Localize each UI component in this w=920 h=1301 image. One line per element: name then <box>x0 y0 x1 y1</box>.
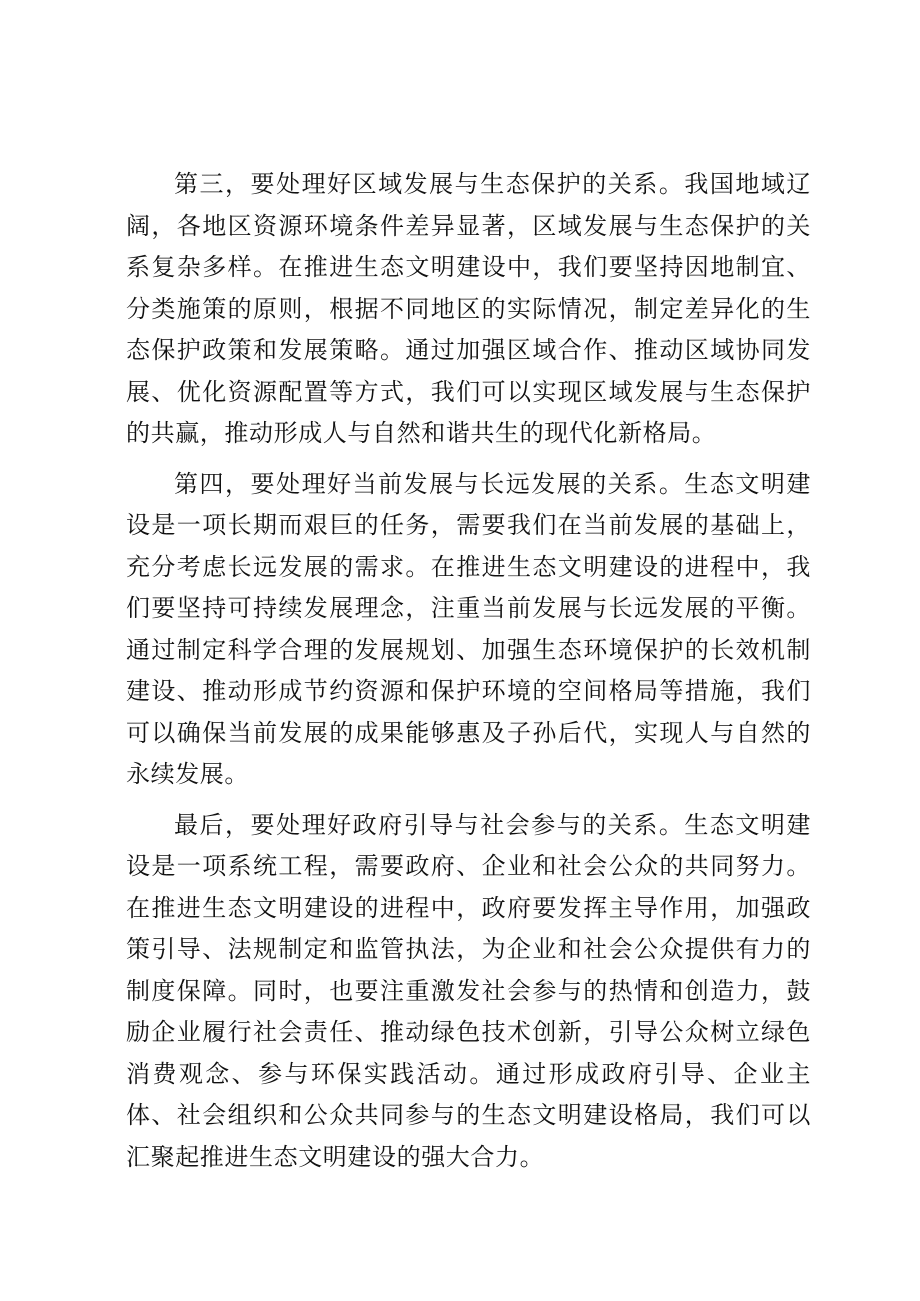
paragraph-government-and-society: 最后，要处理好政府引导与社会参与的关系。生态文明建设是一项系统工程，需要政府、企业和社会公众的共同努力。在推进生态文明建设的进程中，政府要发挥主导作用，加强政策引导、法规制定和监管执法，为企业和社会公众提供有力的制度保障。同时，也要注重激发社会参与的热情和创造力，鼓励企业履行社会责任、推动绿色技术创新，引导公众树立绿色消费观念、参与环保实践活动。通过形成政府引导、企业主体、社会组织和公众共同参与的生态文明建设格局，我们可以汇聚起推进生态文明建设的强大合力。 <box>126 810 811 1171</box>
paragraph-current-vs-long-term: 第四，要处理好当前发展与长远发展的关系。生态文明建设是一项长期而艰巨的任务，需要我们在当前发展的基础上，充分考虑长远发展的需求。在推进生态文明建设的进程中，我们要坚持可持续发展理念，注重当前发展与长远发展的平衡。通过制定科学合理的发展规划、加强生态环境保护的长效机制建设、推动形成节约资源和保护环境的空间格局等措施，我们可以确保当前发展的成果能够惠及子孙后代，实现人与自然的永续发展。 <box>126 469 811 788</box>
document-body <box>126 164 811 1187</box>
paragraph-regional-development: 第三，要处理好区域发展与生态保护的关系。我国地域辽阔，各地区资源环境条件差异显著，区域发展与生态保护的关系复杂多样。在推进生态文明建设中，我们要坚持因地制宜、分类施策的原则，根据不同地区的实际情况，制定差异化的生态保护政策和发展策略。通过加强区域合作、推动区域协同发展、优化资源配置等方式，我们可以实现区域发展与生态保护的共赢，推动形成人与自然和谐共生的现代化新格局。 <box>126 170 811 447</box>
